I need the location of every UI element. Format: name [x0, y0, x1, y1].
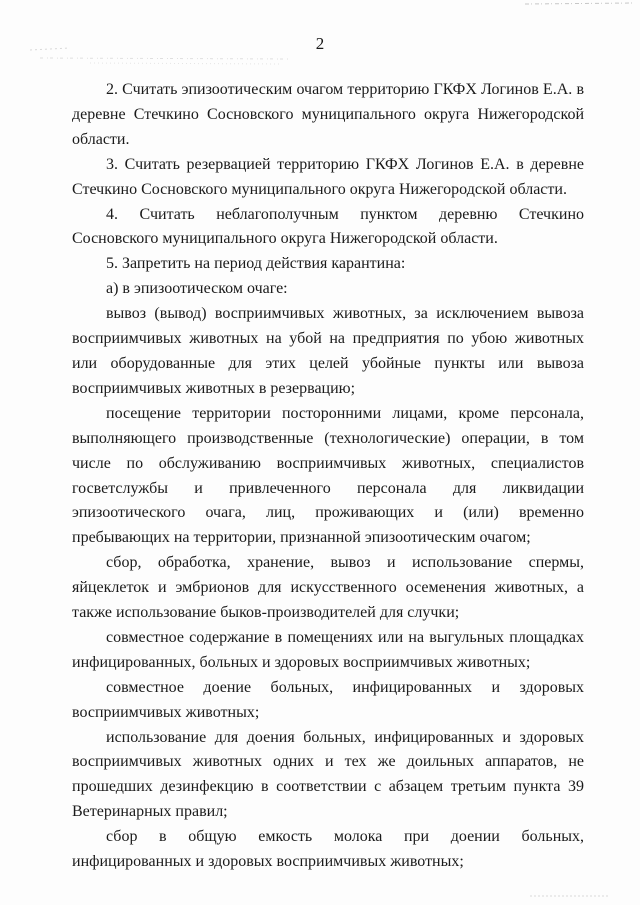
scan-artifact-bottom: [530, 893, 610, 899]
paragraph-ban-joint-keeping: совместное содержание в помещениях или на выгульных площадках инфицированных, больных и здоровых восприимчивых животных;: [72, 628, 584, 671]
paragraph-item-3: 3. Считать резервацией территорию ГКФХ Логинов Е.А. в деревне Стечкино Сосновского муниципального округа Нижегородской области.: [72, 155, 584, 198]
paragraph-ban-export: вывоз (вывод) восприимчивых животных, за исключением вывоза восприимчивых животных на убой на предприятия по убою животных или оборудованные для этих целей убойные пункты или вывоза восприимчивых животных в резервацию;: [72, 305, 584, 397]
paragraph-ban-shared-apparatus: использование для доения больных, инфицированных и здоровых восприимчивых животных одних и тех же доильных аппаратов, не прошедших дезинфекцию в соответствии с абзацем третьим пункта 39 Ветеринарных правил;: [72, 728, 584, 821]
paragraph-ban-visits: посещение территории посторонними лицами, кроме персонала, выполняющего производственные (технологические) операции, в том числе по обслуживанию восприимчивых животных, специалистов госветслужбы и привлеченного персонала для ликвидации эпизоотического очага, лиц, проживающих и (или) временно пребывающих на территории, признанной эпизоотическим очагом;: [72, 404, 584, 547]
paragraph-item-2: 2. Считать эпизоотическим очагом территорию ГКФХ Логинов Е.А. в деревне Стечкино Сосновского муниципального округа Нижегородской области.: [72, 81, 584, 148]
document-body: [72, 78, 584, 875]
paragraph-subitem-a: а) в эпизоотическом очаге:: [106, 280, 288, 298]
paragraph-ban-joint-milking: совместное доение больных, инфицированных и здоровых восприимчивых животных;: [72, 678, 584, 721]
page-number: 2: [315, 34, 325, 53]
paragraph-ban-semen: сбор, обработка, хранение, вывоз и использование спермы, яйцеклеток и эмбрионов для искусственного осеменения животных, а также использование быков-производителей для случки;: [72, 554, 584, 622]
paragraph-item-4: 4. Считать неблагополучным пунктом деревню Стечкино Сосновского муниципального округа Нижегородской области.: [72, 205, 584, 248]
scan-artifact-top-right: [520, 0, 640, 10]
paragraph-ban-milk-collection: сбор в общую емкость молока при доении больных, инфицированных и здоровых восприимчивых животных;: [72, 828, 584, 871]
paragraph-item-5: 5. Запретить на период действия карантина:: [106, 255, 406, 273]
